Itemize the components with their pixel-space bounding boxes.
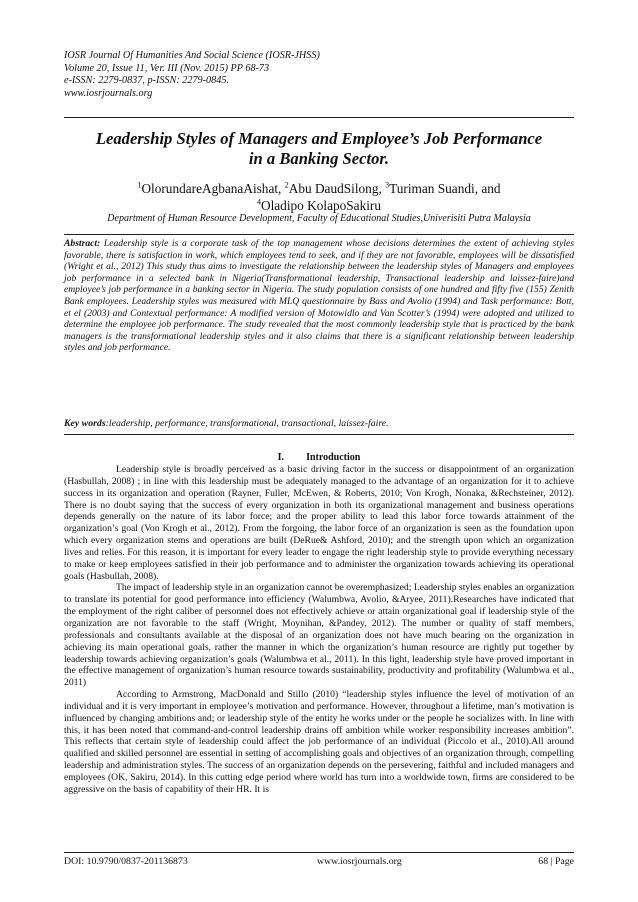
- paragraph: Leadership style is broadly perceived as a basic driving factor in the success or disappointment of an organization (Hasbullah, 2008) ; in line with this leadership must be adequately managed to the advantage of an organization for it to achieve success in its organization and operation (Rayner, Fuller, McEwen, & Roberts, 2010; Von Krogh, Nonaka, &Rechsteiner, 2012). There is no doubt saying that the success of every organization in both its organizational management and business operations depends generally on the nature of its labor force; and the proper ability to lead this labor force towards attainment of the organization’s goal (Von Krogh et al., 2012). From the forgoing, the labor force of an organization is seen as the foundation upon which every organization stems and operations are built (DeRue& Ashford, 2010); and the strength upon which an organization lives and relies. For this reason, it is important for every leader to engage the right leadership style to provide everything necessary to make or keep employees satisfied in their job performance and to administer the organization towards achieving its operational goals (Hasbullah, 2008).: [64, 464, 574, 582]
- author-1: OlorundareAgbanaAishat,: [141, 181, 285, 196]
- journal-header: [64, 50, 574, 100]
- journal-website: www.iosrjournals.org: [64, 87, 153, 99]
- author-list: [64, 180, 574, 214]
- author-2-affil: 2: [284, 180, 289, 190]
- section-heading: [64, 452, 574, 463]
- keywords-text: :leadership, performance, transformational, transactional, laissez-faire.: [105, 418, 389, 429]
- author-3: Turiman Suandi, and: [389, 181, 501, 196]
- author-4-affil: 4: [256, 197, 261, 207]
- author-4: Oladipo KolapoSakiru: [260, 198, 382, 213]
- paragraph: According to Armstrong, MacDonald and Stillo (2010) “leadership styles influence the level of motivation of an individual and it is very important in employee’s motivation and performance. However, throughout a lifetime, man’s motivation is influenced by changing ambitions and; or leadership style of the entity he works under or the people he socializes with. In line with this, it has been noted that command-and-control leadership drains off ambition while worker responsibility increases ambition”. This reflects that certain style of leadership could affect the job performance of an individual (Piccolo et al., 2010).All around qualified and skilled personnel are essential in setting of accomplishing goals and objectives of an organization through, compelling leadership and administration styles. The success of an organization depends on the persevering, faithful and included managers and employees (OK, Sakiru, 2014). In this cutting edge period where world has turn into a worldwide town, firms are considered to be aggressive on the basis of capability of their HR. It is: [64, 689, 574, 795]
- footer-page-number: 68 | Page: [538, 856, 574, 867]
- section-number: I.: [277, 452, 285, 463]
- keywords-bottom-rule: [64, 434, 574, 435]
- author-1-affil: 1: [137, 180, 142, 190]
- journal-name: IOSR Journal Of Humanities And Social Science (IOSR-JHSS): [64, 50, 320, 61]
- keywords-label: Key words: [64, 418, 106, 429]
- journal-issn: e-ISSN: 2279-0837, p-ISSN: 2279-0845.: [64, 75, 229, 87]
- paragraph: The impact of leadership style in an organization cannot be overemphasized; Leadership styles enables an organization to translate its potential for good performance into efficiency (Walumbwa, Avolio, &Aryee, 2011).Researches have indicated that the employment of the right caliber of personnel does not effectively achieve or attain organizational goal if leadership style of the organization are not favorable to the staff (Wright, Moynihan, &Pandey, 2012). The number or quality of staff members, professionals and consultants available at the disposal of an organization does not have much bearing on the organization in achieving its main operational goals, rather the manner in which the organization’s human resource are rightly put together by leadership towards achieving organization’s goals (Walumbwa et al., 2011). In this light, leadership style have proved important in the effective management of organization’s human resource towards sustainability, productivity and profitability (Walumbwa et al., 2011): [64, 582, 575, 689]
- footer-rule: [64, 852, 574, 853]
- body-text: [64, 464, 574, 796]
- footer-doi: DOI: 10.9790/0837-201136873: [64, 856, 188, 867]
- author-3-affil: 3: [385, 180, 390, 190]
- keywords: [64, 418, 574, 430]
- journal-volume: Volume 20, Issue 11, Ver. III (Nov. 2015) PP 68-73: [64, 62, 270, 74]
- department-affiliation: Department of Human Resource Development, Faculty of Educational Studies,Univerisiti Putra Malaysia: [107, 213, 531, 224]
- section-title: Introduction: [306, 452, 361, 463]
- abstract-label: Abstract:: [64, 238, 101, 249]
- footer-website: www.iosrjournals.org: [317, 856, 402, 867]
- author-2: Abu DaudSilong,: [288, 181, 386, 196]
- abstract: [64, 238, 574, 354]
- title-line-1: Leadership Styles of Managers and Employee’s Job Performance: [95, 129, 543, 148]
- abstract-top-rule: [64, 234, 574, 235]
- title-line-2: in a Banking Sector.: [248, 149, 390, 168]
- header-rule: [64, 117, 574, 118]
- abstract-text: Leadership style is a corporate task of the top management whose decisions determines the extent of achieving styles favorable, there is satisfaction in work, which employees tend to seek, and if they are not favorable, employees will be dissatisfied (Wright et al., 2012) This study thus aims to investigate the relationship between the leadership styles of Managers and employees job performance in a selected bank in Nigeria(Transformational leadership, Transactional leadership and laissez-faire)and employee’s job performance in a banking sector in Nigeria. The study population consists of one hundred and fifty five (155) Zenith Bank employees. Leadership styles was measured with MLQ questionnaire by Bass and Avolio (1994) and Task performance: Bott, et el (2003) and Contextual performance: A modified version of Motowidlo and Van Scotter’s (1994) were adopted and utilized to determine the employee job performance. The study revealed that the most commonly leadership style that is practiced by the bank managers is the transformational leadership styles and it also claims that there is a significant relationship between leadership styles and job performance.: [64, 238, 574, 354]
- paper-title: [64, 129, 574, 169]
